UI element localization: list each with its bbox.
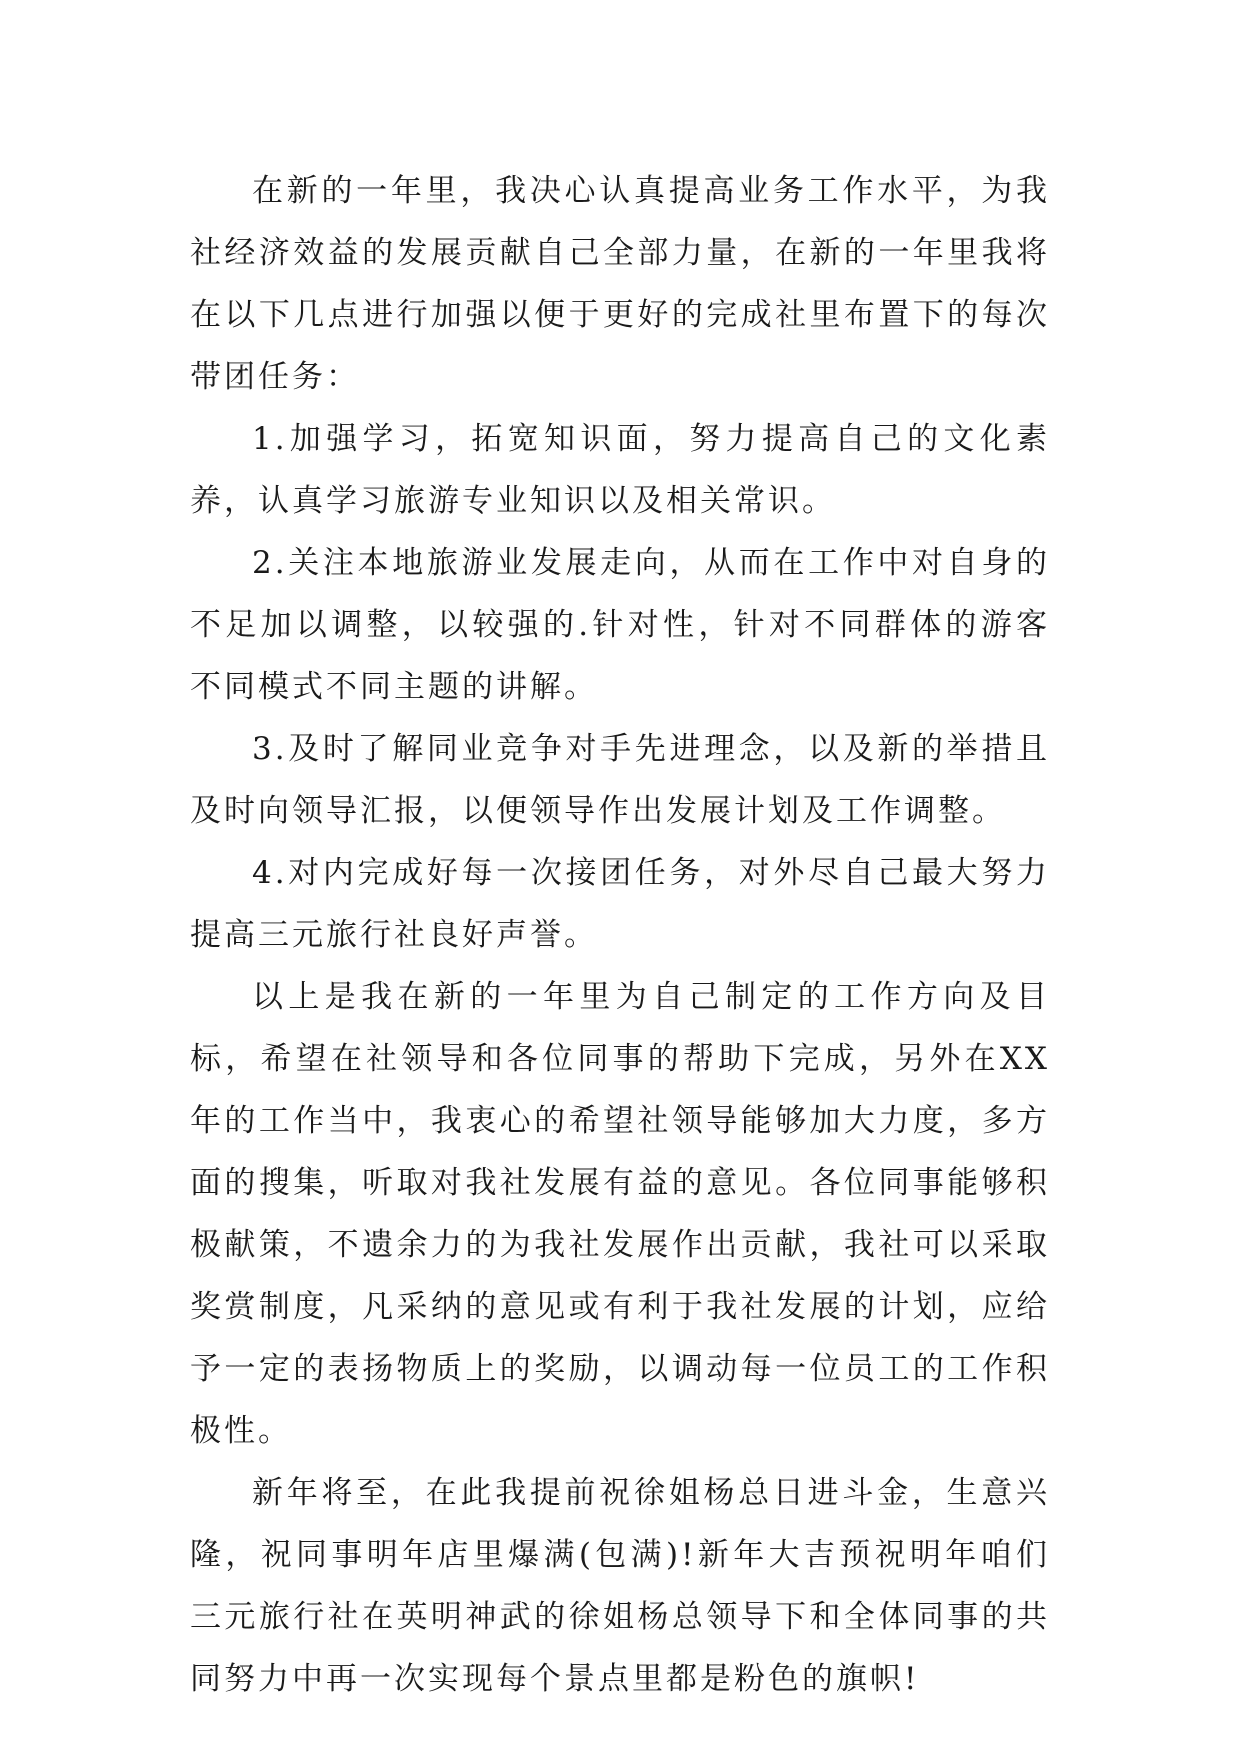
paragraph-closing: 新年将至，在此我提前祝徐姐杨总日进斗金，生意兴隆，祝同事明年店里爆满(包满)!新年大吉预祝明年咱们三元旅行社在英明神武的徐姐杨总领导下和全体同事的共同努力中再一次实现每个景点里都是粉色的旗帜!: [190, 1475, 1050, 1697]
paragraph-intro: 在新的一年里，我决心认真提高业务工作水平，为我社经济效益的发展贡献自己全部力量，在新的一年里我将在以下几点进行加强以便于更好的完成社里布置下的每次带团任务：: [190, 173, 1050, 395]
paragraph-summary: 以上是我在新的一年里为自己制定的工作方向及目标，希望在社领导和各位同事的帮助下完成，另外在XX年的工作当中，我衷心的希望社领导能够加大力度，多方面的搜集，听取对我社发展有益的意见。各位同事能够积极献策，不遗余力的为我社发展作出贡献，我社可以采取奖赏制度，凡采纳的意见或有利于我社发展的计划，应给予一定的表扬物质上的奖励，以调动每一位员工的工作积极性。: [190, 979, 1050, 1449]
paragraph-item-4: 4.对内完成好每一次接团任务，对外尽自己最大努力提高三元旅行社良好声誉。: [190, 855, 1050, 953]
document-body: [190, 160, 1050, 1710]
paragraph-item-1: 1.加强学习，拓宽知识面，努力提高自己的文化素养，认真学习旅游专业知识以及相关常识。: [190, 421, 1050, 519]
paragraph-item-2: 2.关注本地旅游业发展走向，从而在工作中对自身的不足加以调整，以较强的.针对性，针对不同群体的游客不同模式不同主题的讲解。: [190, 545, 1050, 705]
paragraph-item-3: 3.及时了解同业竞争对手先进理念，以及新的举措且及时向领导汇报，以便领导作出发展计划及工作调整。: [190, 731, 1050, 829]
